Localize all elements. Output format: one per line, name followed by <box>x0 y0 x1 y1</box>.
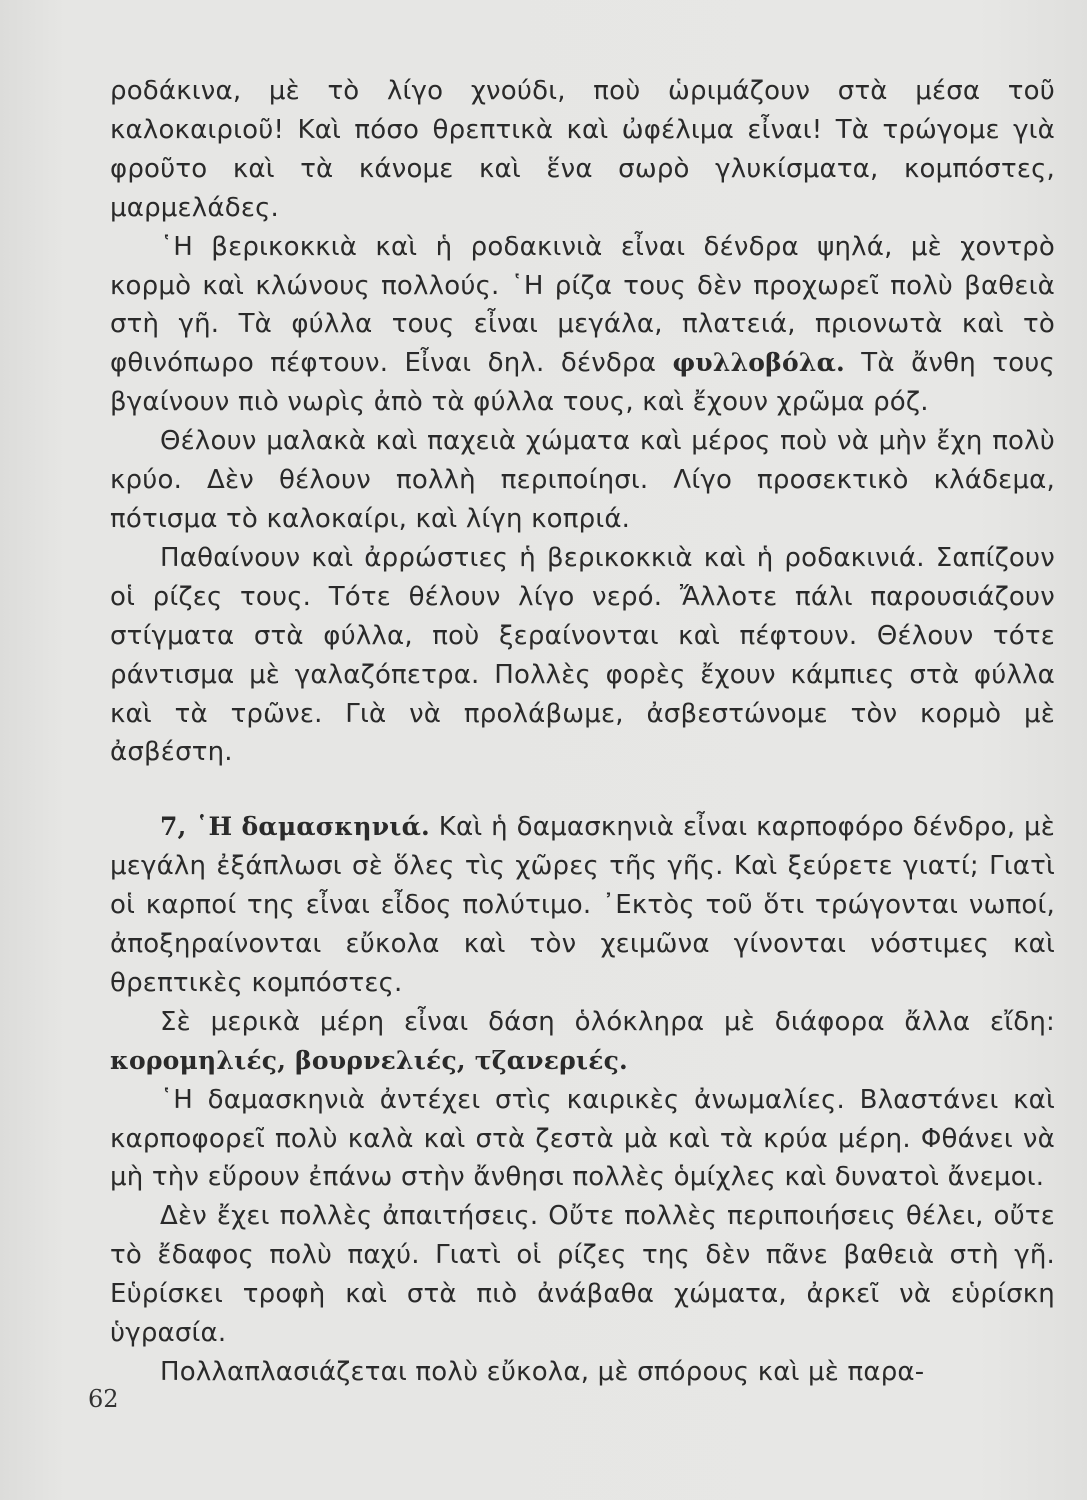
paragraph-text: Δὲν ἔχει πολλὲς ἀπαιτήσεις. Οὔτε πολλὲς περιποιήσεις θέλει, οὔτε τὸ ἔδαφος πολὺ παχύ. Γιατὶ οἱ ρίζες της δὲν πᾶνε βαθειὰ στὴ γῆ. Εὑρίσκει τροφὴ καὶ στὰ πιὸ ἀνάβαθα χώματα, ἀρκεῖ νὰ εὑρίσκη ὑγρασία. <box>110 1201 1055 1349</box>
paragraph-text: Παθαίνουν καὶ ἀρρώστιες ἡ βερικοκκιὰ καὶ ἡ ροδακινιά. Σαπίζουν οἱ ρίζες τους. Τότε θέλουν λίγο νερό. Ἄλλοτε πάλι παρουσιάζουν στίγματα στὰ φύλλα, ποὺ ξεραίνονται καὶ πέφτουν. Θέλουν τότε ράντισμα μὲ γαλαζόπετρα. Πολλὲς φορὲς ἔχουν κάμπιες στὰ φύλλα καὶ τὰ τρῶνε. Γιὰ νὰ προλάβωμε, ἀσβεστώνομε τὸν κορμὸ μὲ ἀσβέστη. <box>110 542 1055 768</box>
paragraph <box>110 72 1055 228</box>
paragraph <box>110 1081 1055 1198</box>
paragraph-text: Θέλουν μαλακὰ καὶ παχειὰ χώματα καὶ μέρος ποὺ νὰ μὴν ἔχη πολὺ κρύο. Δὲν θέλουν πολλὴ περιποίησι. Λίγο προσεκτικὸ κλάδεμα, πότισμα τὸ καλοκαίρι, καὶ λίγη κοπριά. <box>110 426 1055 534</box>
paragraph <box>110 1197 1055 1353</box>
paragraph <box>110 422 1055 539</box>
body-text <box>110 72 1055 1392</box>
paragraph-text: ῾Η δαμασκηνιὰ ἀντέχει στὶς καιρικὲς ἀνωμαλίες. Βλαστάνει καὶ καρποφορεῖ πολὺ καλὰ καὶ στὰ ζεστὰ μὰ καὶ τὰ κρύα μέρη. Φθάνει νὰ μὴ τὴν εὕρουν ἐπάνω στὴν ἄνθησι πολλὲς ὁμίχλες καὶ δυνατοὶ ἄνεμοι. <box>110 1084 1055 1193</box>
paragraph <box>110 539 1055 772</box>
bold-term: κορομηλιές, βουρνελιές, τζανεριές. <box>110 1045 628 1075</box>
paragraph-text: ροδάκινα, μὲ τὸ λίγο χνούδι, ποὺ ὡριμάζουν στὰ μέσα τοῦ καλοκαιριοῦ! Καὶ πόσο θρεπτικὰ καὶ ὠφέλιμα εἶναι! Τὰ τρώγομε γιὰ φροῦτο καὶ τὰ κάνομε καὶ ἕνα σωρὸ γλυκίσματα, κομπόστες, μαρμελάδες. <box>110 76 1055 223</box>
paragraph-text: ῾Η βερικοκκιὰ καὶ ἡ ροδακινιὰ εἶναι δένδρα ψηλά, μὲ χοντρὸ κορμὸ καὶ κλώνους πολλούς. ῾Η ρίζα τους δὲν προχωρεῖ πολὺ βαθειὰ στὴ γῆ. Τὰ φύλλα τους εἶναι μεγάλα, πλατειά, πριονωτὰ καὶ τὸ φθινόπωρο πέφτουν. Εἶναι δηλ. δένδρα <box>110 231 1055 379</box>
paragraph-text: Καὶ ἡ δαμασκηνιὰ εἶναι καρποφόρο δένδρο, μὲ μεγάλη ἐξάπλωσι σὲ ὅλες τὶς χῶρες τῆς γῆς. Καὶ ξεύρετε γιατί; Γιατὶ οἱ καρποί της εἶναι εἶδος πολύτιμο. ᾽Εκτὸς τοῦ ὅτι τρώγονται νωποί, ἀποξηραίνονται εὔκολα καὶ τὸν χειμῶνα γίνονται νόστιμες καὶ θρεπτικὲς κομπόστες. <box>110 812 1055 998</box>
paragraph-text: Πολλαπλασιάζεται πολὺ εὔκολα, μὲ σπόρους καὶ μὲ παρα- <box>160 1357 925 1387</box>
paragraph <box>110 228 1055 423</box>
paragraph-text: Σὲ μερικὰ μέρη εἶναι δάση ὁλόκληρα μὲ διάφορα ἄλλα εἴδη: <box>160 1006 1055 1037</box>
page-number: 62 <box>88 1385 119 1413</box>
paragraph-text: Τὰ ἄνθη τους βγαίνουν πιὸ νωρὶς ἀπὸ τὰ φύλλα τους, καὶ ἔχουν χρῶμα ρόζ. <box>110 348 1056 418</box>
section-paragraph <box>110 808 1055 1003</box>
bold-term: φυλλοβόλα. <box>672 348 845 378</box>
paragraph <box>110 1003 1055 1081</box>
section-heading: 7, ῾Η δαμασκηνιά. <box>160 812 430 842</box>
paragraph <box>110 1353 1055 1392</box>
